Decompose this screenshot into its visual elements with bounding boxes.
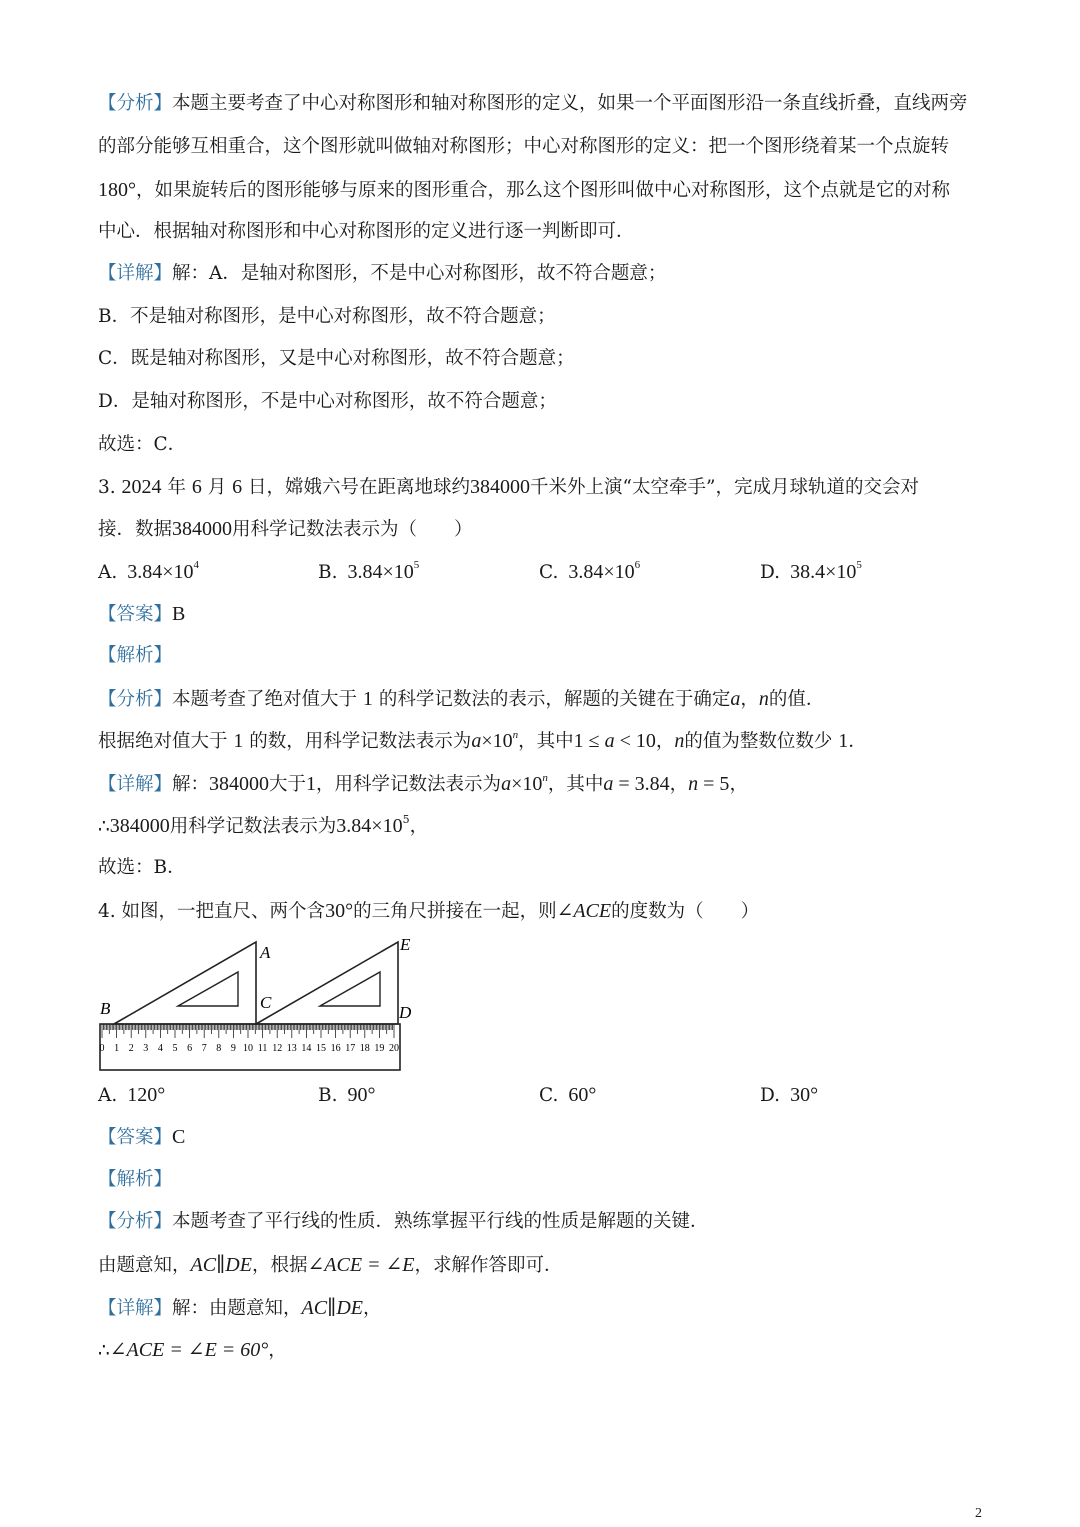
ruler-ticks bbox=[102, 1024, 394, 1038]
ruler-tick-label: 1 bbox=[114, 1043, 120, 1054]
label-A: A bbox=[260, 943, 271, 962]
q4-analysis: 【分析】本题考查了平行线的性质．熟练掌握平行线的性质是解题的关键． bbox=[98, 1211, 709, 1232]
right-triangle bbox=[256, 942, 398, 1024]
q2-detail-d: D．是轴对称图形，不是中心对称图形，故不符合题意； bbox=[98, 391, 557, 412]
ruler-triangles-figure bbox=[96, 935, 412, 1072]
ruler-tick-label: 4 bbox=[157, 1043, 163, 1054]
q4-final: ∴∠ACE = ∠E = 60°， bbox=[98, 1339, 287, 1361]
q2-detail-c: C．既是轴对称图形，又是中心对称图形，故不符合题意； bbox=[98, 348, 575, 369]
analysis-tag: 【分析】 bbox=[98, 93, 173, 114]
q4-given: 由题意知，AC∥DE，根据∠ACE = ∠E，求解作答即可． bbox=[98, 1254, 563, 1276]
ruler-tick-label: 17 bbox=[345, 1043, 356, 1054]
ruler-tick-label: 0 bbox=[99, 1043, 105, 1054]
q2-choice: 故选：C． bbox=[98, 434, 187, 455]
label-E: E bbox=[400, 935, 411, 954]
ruler-tick-label: 14 bbox=[301, 1043, 312, 1054]
q2-detail-b: B．不是轴对称图形，是中心对称图形，故不符合题意； bbox=[98, 306, 556, 327]
ruler-tick-label: 12 bbox=[272, 1043, 283, 1054]
ruler-tick-label: 19 bbox=[374, 1043, 385, 1054]
ruler-tick-label: 18 bbox=[359, 1043, 370, 1054]
label-D: D bbox=[399, 1003, 412, 1022]
label-C: C bbox=[260, 993, 272, 1012]
q4-option-a[interactable]: A. 120° bbox=[98, 1084, 166, 1106]
q2-detail-a: 【详解】解：A．是轴对称图形，不是中心对称图形，故不符合题意； bbox=[98, 263, 667, 284]
q2-analysis-line-3: 180°，如果旋转后的图形能够与原来的图形重合，那么这个图形叫做中心对称图形，这个点就是它的对称 bbox=[98, 179, 951, 201]
ruler-tick-label: 10 bbox=[243, 1043, 253, 1054]
q3-option-c[interactable]: C. $3.84\times 10^6$ bbox=[539, 559, 641, 583]
ruler-tick-label: 9 bbox=[230, 1043, 236, 1054]
q4-answer: 【答案】C bbox=[98, 1126, 186, 1148]
ruler-tick-label: 20 bbox=[389, 1043, 399, 1054]
ruler-tick-label: 16 bbox=[330, 1043, 341, 1054]
q3-option-a[interactable]: A. $3.84\times 10^4$ bbox=[98, 559, 200, 583]
q3-stem-line-2: 接．数据384000用科学记数法表示为（ ） bbox=[98, 518, 473, 540]
q4-option-b[interactable]: B. 90° bbox=[318, 1084, 376, 1106]
q3-therefore: ∴384000用科学记数法表示为$3.84\times 10^5$， bbox=[98, 812, 429, 837]
right-triangle-inner bbox=[320, 972, 380, 1006]
detail-tag: 【详解】 bbox=[98, 263, 173, 284]
q3-option-d[interactable]: D. $38.4\times 10^5$ bbox=[760, 559, 862, 583]
ruler-tick-label: 3 bbox=[143, 1043, 149, 1054]
ruler-tick-label: 8 bbox=[216, 1043, 222, 1054]
ruler-tick-label: 2 bbox=[128, 1043, 134, 1054]
q4-explain-tag: 【解析】 bbox=[98, 1169, 173, 1190]
ruler-tick-label: 15 bbox=[316, 1043, 326, 1054]
page-number: 2 bbox=[975, 1506, 982, 1521]
q2-analysis-line-4: 中心．根据轴对称图形和中心对称图形的定义进行逐一判断即可． bbox=[98, 221, 635, 242]
ruler-tick-label: 11 bbox=[257, 1043, 268, 1054]
q4-option-c[interactable]: C. 60° bbox=[539, 1084, 597, 1106]
q3-analysis: 【分析】本题考查了绝对值大于 1 的科学记数法的表示，解题的关键在于确定a，n的值． bbox=[98, 688, 825, 710]
left-triangle bbox=[114, 942, 256, 1024]
label-B: B bbox=[100, 999, 111, 1018]
q3-option-b[interactable]: B. $3.84\times 10^5$ bbox=[318, 559, 420, 583]
q3-detail: 【详解】解：384000大于1，用科学记数法表示为$a\times 10^n$，其中a = 3.84，n = 5， bbox=[98, 771, 748, 795]
ruler-tick-label: 7 bbox=[201, 1043, 207, 1054]
ruler-tick-labels bbox=[100, 1043, 400, 1054]
q4-option-d[interactable]: D. 30° bbox=[760, 1084, 819, 1106]
left-triangle-inner bbox=[178, 972, 238, 1006]
q3-choice: 故选：B． bbox=[98, 857, 186, 878]
q4-stem: 4. 如图，一把直尺、两个含30°的三角尺拼接在一起，则∠ACE的度数为（ ） bbox=[98, 900, 760, 922]
q2-analysis-line-1: 【分析】本题主要考查了中心对称图形和轴对称图形的定义，如果一个平面图形沿一条直线折叠，直线两旁 bbox=[98, 93, 968, 114]
q2-analysis-line-2: 的部分能够互相重合，这个图形就叫做轴对称图形；中心对称图形的定义：把一个图形绕着某一个点旋转 bbox=[98, 136, 950, 157]
ruler-tick-label: 5 bbox=[172, 1043, 178, 1054]
q3-stem-line-1: 3. 2024 年 6 月 6 日，嫦娥六号在距离地球约384000千米外上演“太空牵手”，完成月球轨道的交会对 bbox=[98, 476, 919, 498]
q3-answer: 【答案】B bbox=[98, 603, 186, 625]
q4-detail: 【详解】解：由题意知，AC∥DE， bbox=[98, 1297, 382, 1319]
ruler-tick-label: 13 bbox=[286, 1043, 297, 1054]
q3-explain-tag: 【解析】 bbox=[98, 645, 173, 666]
q3-rule: 根据绝对值大于 1 的数，用科学记数法表示为$a\times 10^n$，其中1 ≤ a < 10，n的值为整数位数少 1． bbox=[98, 728, 867, 752]
ruler-tick-label: 6 bbox=[187, 1043, 193, 1054]
